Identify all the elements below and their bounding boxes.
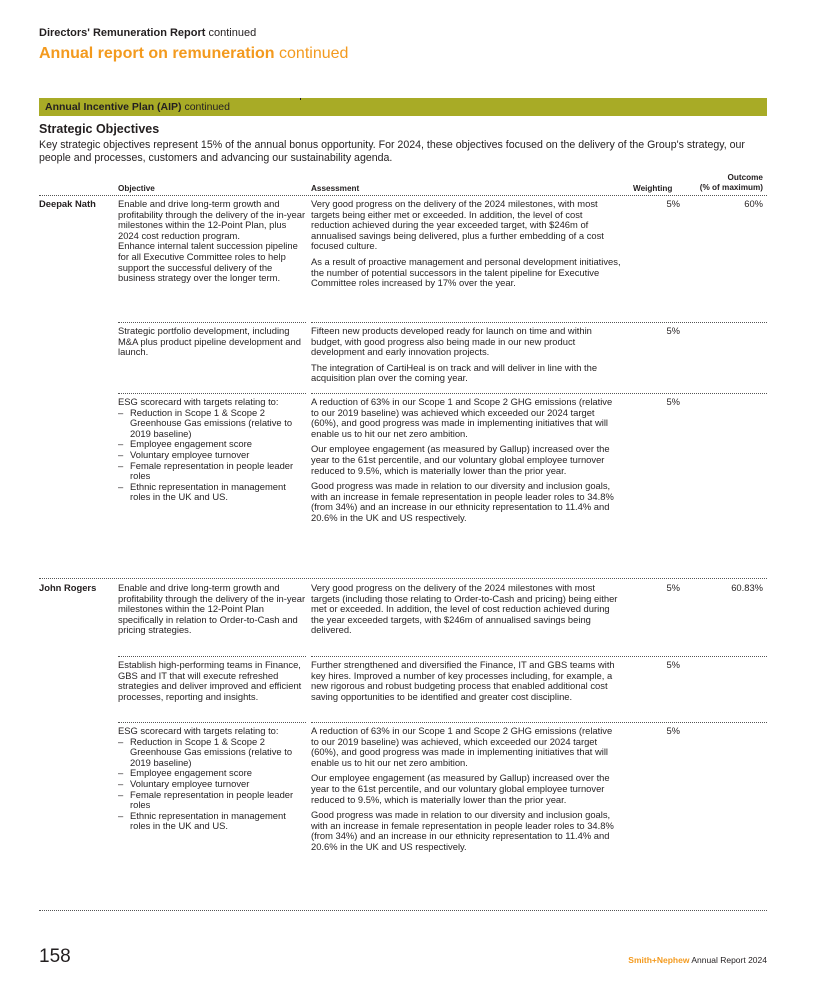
section-name: Directors' Remuneration Report: [39, 27, 206, 39]
assessment-paragraph: Very good progress on the delivery of the 2024 milestones with most targets (including those relating to Order-to-Cash and pricing) being either met or exceeded. In addition, the level of cost reduction achieved during the year exceeded targets, with $246m of annualised savings being delivered.: [311, 582, 618, 636]
assessment-paragraph: A reduction of 63% in our Scope 1 and Scope 2 GHG emissions (relative to our 2019 baseline) was achieved which exceeded our 2024 target (60%), and good progress was made in implementing initiatives that will enable us to hit our net zero ambition.: [311, 396, 613, 439]
objective-text: Establish high-performing teams in Finance, GBS and IT that will execute refreshed strategies and deliver improved and efficient processes, reporting and insights.: [118, 659, 302, 702]
assessment-paragraph: Our employee engagement (as measured by Gallup) increased over the year to the 61st percentile, and our voluntary global employee turnover reduced to 9.5%, which is materially lower than the prior year.: [311, 772, 610, 805]
row-divider: [118, 722, 306, 723]
esg-target-item: – Ethnic representation in management roles in the UK and US.: [118, 811, 306, 832]
strategic-objectives-heading: Strategic Objectives: [39, 122, 160, 136]
row-divider: [118, 393, 306, 394]
assessment-paragraph: Further strengthened and diversified the Finance, IT and GBS teams with key hires. Improved a number of key processes including, for example, a new rigorous and robust budgeting process that enabled additional cost saving opportunities to be identified and greater cost discipline.: [311, 659, 615, 702]
col-objective-header: Objective: [118, 184, 155, 193]
aip-bar-label: Annual Incentive Plan (AIP): [45, 101, 182, 113]
weighting-value: 5%: [666, 582, 680, 593]
weighting-value: 5%: [666, 325, 680, 336]
aip-section-bar: [39, 98, 767, 116]
objective-text: Enable and drive long-term growth and profitability through the delivery of the in-year milestones within the 12-Point Plan, plus 2024 cost reduction program.: [118, 198, 306, 241]
assessment-paragraph: A reduction of 63% in our Scope 1 and Scope 2 GHG emissions (relative to our 2019 baseline) was achieved, which exceeded our 2024 target (60%), and good progress was made in implementing initiatives that will enable us to hit our net zero ambition.: [311, 725, 613, 768]
assessment-paragraph: Good progress was made in relation to our diversity and inclusion goals, with an increase in female representation in people leader roles to 34.8% (from 34%) and an increase in our ethnicity representation to 11.4% and 20.6% in the UK and US respectively.: [311, 480, 614, 523]
row-divider: [118, 322, 306, 323]
person-name: Deepak Nath: [39, 198, 96, 209]
person-outcome: 60.83%: [731, 582, 763, 593]
page-title: [39, 45, 348, 63]
esg-target-item: – Employee engagement score: [118, 439, 306, 450]
assessment-paragraph: The integration of CartiHeal is on track and will deliver in line with the acquisition plan over the coming year.: [311, 361, 598, 384]
report-section-header: [39, 27, 256, 39]
assessment-cell: [311, 583, 621, 636]
table-bottom-divider: [39, 910, 767, 911]
objective-cell: [118, 326, 306, 358]
objective-cell: [118, 726, 306, 832]
row-divider: [311, 322, 767, 323]
weighting-value: 5%: [666, 659, 680, 670]
weighting-value: 5%: [666, 725, 680, 736]
objective-text: Enable and drive long-term growth and profitability through the delivery of the in-year milestones within the 12-Point Plan specifically in relation to Order-to-Cash and pricing strategies.: [118, 582, 306, 636]
assessment-paragraph: Fifteen new products developed ready for launch on time and within budget, with good progress also being made in our new product development and early innovation projects.: [311, 325, 592, 358]
row-divider: [118, 656, 306, 657]
person-divider: [39, 578, 767, 579]
assessment-paragraph: Good progress was made in relation to our diversity and inclusion goals, with an increase in female representation in people leader roles to 34.8% (from 34%) and an increase in our ethnicity representation to 11.4% and 20.6% in the UK and US respectively.: [311, 809, 614, 852]
esg-target-list: [118, 408, 306, 503]
objective-cell: [118, 583, 306, 636]
col-outcome-header-line1: Outcome: [727, 173, 763, 182]
report-name: Annual Report 2024: [691, 955, 767, 965]
esg-target-item: – Employee engagement score: [118, 768, 306, 779]
aip-bar-continued: continued: [184, 101, 230, 113]
page-number: 158: [39, 946, 71, 967]
intro-paragraph: Key strategic objectives represent 15% of the annual bonus opportunity. For 2024, these objectives focused on the delivery of the Group's strategy, our people and processes, customers and advancing our sustainability agenda.: [39, 139, 745, 164]
assessment-cell: [311, 199, 621, 289]
assessment-cell: [311, 326, 621, 384]
assessment-paragraph: Our employee engagement (as measured by Gallup) increased over the year to the 61st percentile, and our voluntary global employee turnover reduced to 9.5%, which is materially lower than the prior year.: [311, 443, 610, 476]
footer-report-title: [628, 955, 767, 965]
weighting-value: 5%: [666, 198, 680, 209]
esg-target-item: – Female representation in people leader roles: [118, 790, 306, 811]
col-outcome-header-line2: (% of maximum): [699, 183, 763, 192]
esg-target-list: [118, 737, 306, 832]
esg-intro: ESG scorecard with targets relating to:: [118, 396, 279, 407]
objective-cell: [118, 660, 306, 702]
objective-cell: [118, 199, 306, 284]
col-assessment-header: Assessment: [311, 184, 360, 193]
esg-target-item: – Ethnic representation in management roles in the UK and US.: [118, 482, 306, 503]
assessment-cell: [311, 660, 621, 702]
esg-target-item: – Reduction in Scope 1 & Scope 2 Greenhouse Gas emissions (relative to 2019 baseline): [118, 408, 306, 440]
bar-tick-mark: [300, 98, 301, 100]
esg-target-item: – Voluntary employee turnover: [118, 450, 306, 461]
esg-intro: ESG scorecard with targets relating to:: [118, 725, 279, 736]
header-divider: [39, 195, 767, 196]
esg-target-item: – Voluntary employee turnover: [118, 779, 306, 790]
person-name: John Rogers: [39, 582, 97, 593]
objective-cell: [118, 397, 306, 503]
row-divider: [311, 393, 767, 394]
assessment-paragraph: Very good progress on the delivery of the 2024 milestones, with most targets being either met or exceeded. In addition, the level of cost reduction achieved during the year exceeded target, with $246m of annualised savings being delivered, plus a further embedding of a cost focused culture.: [311, 198, 604, 252]
row-divider: [311, 656, 767, 657]
brand-name: Smith+Nephew: [628, 955, 690, 965]
page-title-text: Annual report on remuneration: [39, 45, 275, 62]
esg-target-item: – Reduction in Scope 1 & Scope 2 Greenhouse Gas emissions (relative to 2019 baseline): [118, 737, 306, 769]
col-weighting-header: Weighting: [633, 184, 673, 193]
objective-text: Strategic portfolio development, including M&A plus product pipeline development and launch.: [118, 325, 301, 358]
esg-target-item: – Female representation in people leader roles: [118, 461, 306, 482]
section-continued: continued: [208, 27, 257, 39]
page-title-continued: continued: [279, 45, 349, 62]
person-outcome: 60%: [744, 198, 763, 209]
weighting-value: 5%: [666, 396, 680, 407]
assessment-paragraph: As a result of proactive management and personal development initiatives, the number of potential successors in the talent pipeline for Executive Committee roles increased by 17% over the year.: [311, 255, 621, 289]
col-outcome-header: [679, 173, 763, 193]
assessment-cell: [311, 726, 621, 853]
assessment-cell: [311, 397, 621, 524]
row-divider: [311, 722, 767, 723]
objective-text: Enhance internal talent succession pipeline for all Executive Committee roles to help support the successful delivery of the business strategy over the longer term.: [118, 240, 298, 284]
